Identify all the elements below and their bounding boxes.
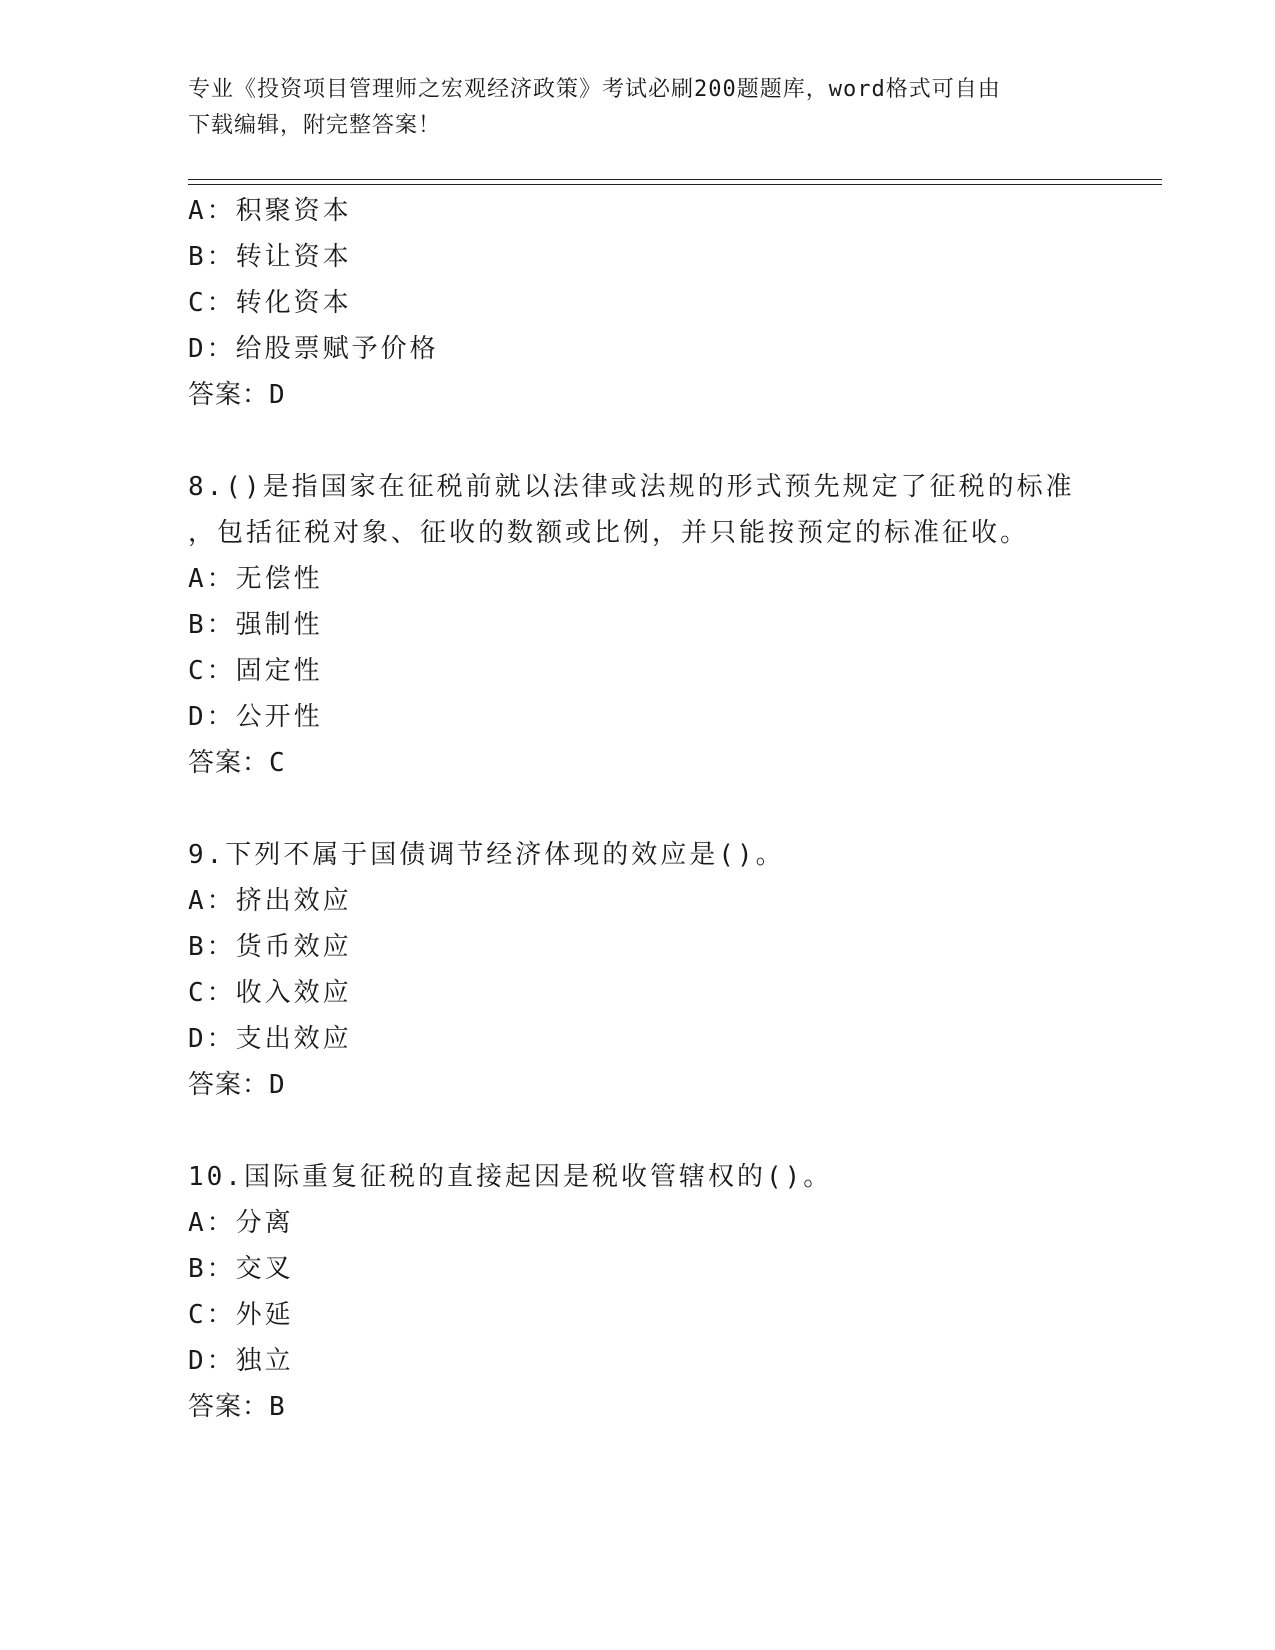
document-header <box>188 72 1088 144</box>
option-d: D：支出效应 <box>188 1024 352 1054</box>
option-c: C：固定性 <box>188 656 323 686</box>
option-b: B：转让资本 <box>188 242 352 272</box>
question-block-9 <box>188 832 1088 1108</box>
answer-line: 答案：B <box>188 1392 286 1422</box>
answer-line: 答案：D <box>188 380 286 410</box>
option-c: C：外延 <box>188 1300 294 1330</box>
question-block-7 <box>188 188 1088 418</box>
option-a: A：分离 <box>188 1208 294 1238</box>
question-text-line: 10.国际重复征税的直接起因是税收管辖权的()。 <box>188 1162 833 1192</box>
option-a: A：积聚资本 <box>188 196 352 226</box>
question-block-8 <box>188 464 1088 786</box>
spacer <box>188 786 1088 832</box>
option-a: A：挤出效应 <box>188 886 352 916</box>
question-list <box>188 188 1088 1430</box>
option-b: B：货币效应 <box>188 932 352 962</box>
question-text-line: ，包括征税对象、征收的数额或比例，并只能按预定的标准征收。 <box>188 518 1030 548</box>
option-b: B：交叉 <box>188 1254 294 1284</box>
option-c: C：收入效应 <box>188 978 352 1008</box>
question-text-line: 8.()是指国家在征税前就以法律或法规的形式预先规定了征税的标准 <box>188 472 1075 502</box>
option-d: D：独立 <box>188 1346 294 1376</box>
option-d: D：给股票赋予价格 <box>188 334 439 364</box>
answer-line: 答案：D <box>188 1070 286 1100</box>
option-d: D：公开性 <box>188 702 323 732</box>
question-text-line: 9.下列不属于国债调节经济体现的效应是()。 <box>188 840 785 870</box>
option-a: A：无偿性 <box>188 564 323 594</box>
option-b: B：强制性 <box>188 610 323 640</box>
header-line-1: 专业《投资项目管理师之宏观经济政策》考试必刷200题题库，word格式可自由 <box>188 77 1001 102</box>
spacer <box>188 418 1088 464</box>
spacer <box>188 1108 1088 1154</box>
header-divider-bottom <box>188 184 1162 185</box>
option-c: C：转化资本 <box>188 288 352 318</box>
answer-line: 答案：C <box>188 748 286 778</box>
header-divider-top <box>188 179 1162 180</box>
header-line-2: 下载编辑，附完整答案！ <box>188 113 442 138</box>
question-block-10 <box>188 1154 1088 1430</box>
